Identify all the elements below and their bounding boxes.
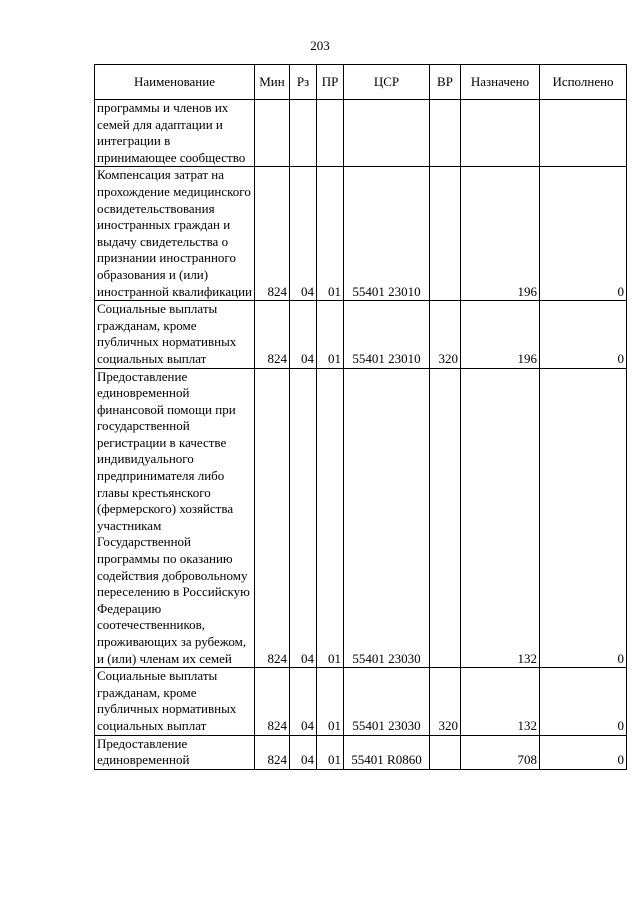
table-row xyxy=(95,668,627,735)
row-pr: 01 xyxy=(317,368,344,668)
header-pr: ПР xyxy=(317,65,344,100)
row-vr xyxy=(430,368,461,668)
row-pr: 01 xyxy=(317,735,344,769)
row-executed: 0 xyxy=(540,301,627,368)
row-pr: 01 xyxy=(317,301,344,368)
row-vr xyxy=(430,167,461,301)
row-rz: 04 xyxy=(290,167,317,301)
row-rz: 04 xyxy=(290,735,317,769)
row-executed: 0 xyxy=(540,668,627,735)
row-rz xyxy=(290,100,317,167)
row-min: 824 xyxy=(255,167,290,301)
row-rz: 04 xyxy=(290,668,317,735)
header-min: Мин xyxy=(255,65,290,100)
row-assigned xyxy=(461,100,540,167)
table-row xyxy=(95,167,627,301)
row-name: программы и членов их семей для адаптации и интеграции в принимающее сообщество xyxy=(95,100,255,167)
row-assigned: 196 xyxy=(461,301,540,368)
row-vr: 320 xyxy=(430,668,461,735)
row-rz: 04 xyxy=(290,301,317,368)
row-pr xyxy=(317,100,344,167)
row-min: 824 xyxy=(255,368,290,668)
row-min: 824 xyxy=(255,668,290,735)
row-assigned: 708 xyxy=(461,735,540,769)
row-csr: 55401 23030 xyxy=(344,368,430,668)
header-executed: Исполнено xyxy=(540,65,627,100)
header-rz: Рз xyxy=(290,65,317,100)
row-csr: 55401 R0860 xyxy=(344,735,430,769)
row-min: 824 xyxy=(255,735,290,769)
row-pr: 01 xyxy=(317,167,344,301)
header-csr: ЦСР xyxy=(344,65,430,100)
row-rz: 04 xyxy=(290,368,317,668)
row-vr xyxy=(430,735,461,769)
row-name: Предоставление единовременной финансовой помощи при государственной регистрации в качестве индивидуального предпринимателя либо главы крестьянского (фермерского) хозяйства участникам Государственной программы по оказанию содействия добровольному переселению в Российскую Федерацию соотечественников, проживающих за рубежом, и (или) членам их семей xyxy=(95,368,255,668)
row-name: Предоставление единовременной xyxy=(95,735,255,769)
table-header-row xyxy=(95,65,627,100)
table-row xyxy=(95,301,627,368)
row-pr: 01 xyxy=(317,668,344,735)
row-executed: 0 xyxy=(540,368,627,668)
row-name: Социальные выплаты гражданам, кроме публичных нормативных социальных выплат xyxy=(95,668,255,735)
budget-table xyxy=(94,64,627,770)
table-row xyxy=(95,100,627,167)
header-vr: ВР xyxy=(430,65,461,100)
page-number: 203 xyxy=(310,38,330,53)
table-row xyxy=(95,735,627,769)
row-vr xyxy=(430,100,461,167)
header-assigned: Назначено xyxy=(461,65,540,100)
row-assigned: 132 xyxy=(461,368,540,668)
row-min xyxy=(255,100,290,167)
row-name: Компенсация затрат на прохождение медицинского освидетельствования иностранных граждан и выдачу свидетельства о признании иностранного образования и (или) иностранной квалификации xyxy=(95,167,255,301)
row-csr: 55401 23030 xyxy=(344,668,430,735)
row-csr: 55401 23010 xyxy=(344,301,430,368)
row-csr: 55401 23010 xyxy=(344,167,430,301)
row-executed: 0 xyxy=(540,735,627,769)
row-assigned: 196 xyxy=(461,167,540,301)
row-name: Социальные выплаты гражданам, кроме публичных нормативных социальных выплат xyxy=(95,301,255,368)
row-vr: 320 xyxy=(430,301,461,368)
row-csr xyxy=(344,100,430,167)
row-executed: 0 xyxy=(540,167,627,301)
table-row xyxy=(95,368,627,668)
row-assigned: 132 xyxy=(461,668,540,735)
header-name: Наименование xyxy=(95,65,255,100)
row-min: 824 xyxy=(255,301,290,368)
row-executed xyxy=(540,100,627,167)
